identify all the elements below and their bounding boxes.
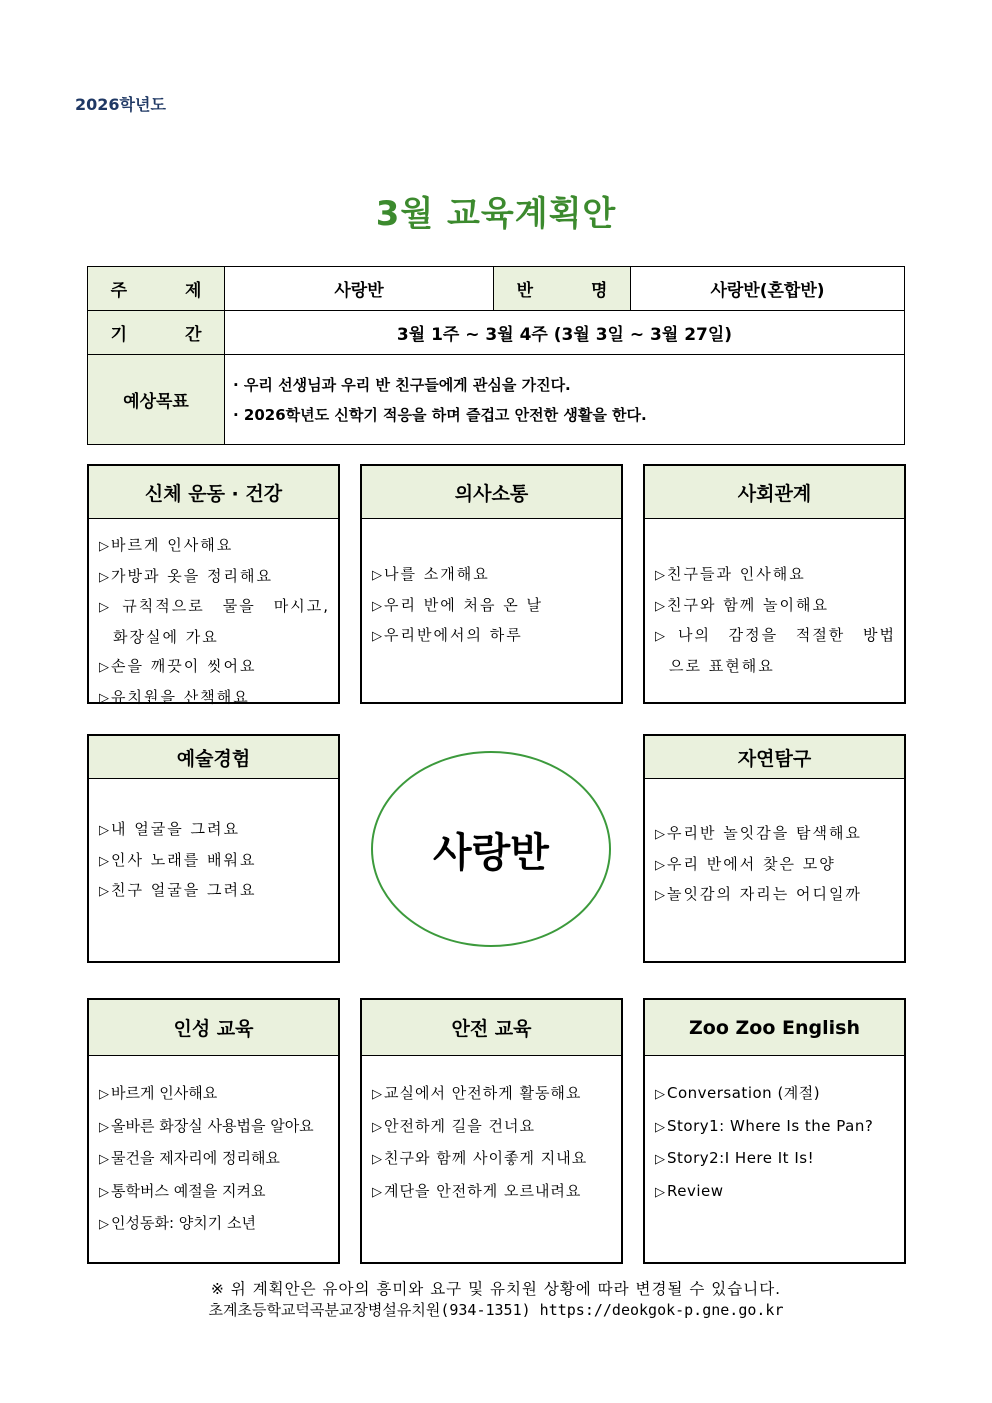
goal-item: · 우리 선생님과 우리 반 친구들에게 관심을 가진다. <box>233 375 571 394</box>
list-item: ▷ 친구와 함께 사이좋게 지내요 <box>372 1149 588 1167</box>
list-item: ▷ 친구들과 인사해요 <box>655 565 806 583</box>
period-value: 3월 1주 ~ 3월 4주 (3월 3일 ~ 3월 27일) <box>225 311 905 355</box>
list-item: ▷ 통학버스 예절을 지켜요 <box>99 1181 266 1200</box>
area-character <box>87 998 340 1264</box>
period-label: 기 간 <box>88 311 225 355</box>
area-title: Zoo Zoo English <box>645 1000 904 1056</box>
list-item: ▷ Review <box>655 1181 724 1200</box>
list-item: ▷ 안전하게 길을 건너요 <box>372 1116 535 1135</box>
goal-label: 예상목표 <box>88 355 225 445</box>
list-item: ▷ Conversation (계절) <box>655 1084 821 1102</box>
area-title: 의사소통 <box>362 466 621 519</box>
list-item: ▷ 우리반에서의 하루 <box>372 626 523 644</box>
list-item: ▷ 계단을 안전하게 오르내려요 <box>372 1181 582 1200</box>
list-item: ▷ 친구와 함께 놀이해요 <box>655 595 829 614</box>
class-value: 사랑반(혼합반) <box>631 267 905 311</box>
area-title: 안전 교육 <box>362 1000 621 1056</box>
list-item: ▷ 인성동화: 양치기 소년 <box>99 1214 257 1232</box>
list-item: ▷ 놀잇감의 자리는 어디일까 <box>655 885 862 903</box>
goal-item: · 2026학년도 신학기 적응을 하며 즐겁고 안전한 생활을 한다. <box>233 405 647 424</box>
list-item: ▷ 교실에서 안전하게 활동해요 <box>372 1084 582 1102</box>
list-item: ▷ 친구 얼굴을 그려요 <box>99 881 257 899</box>
list-item: ▷ 우리 반에 처음 온 날 <box>372 595 543 614</box>
list-item: ▷ 규칙적으로 물을 마시고, <box>99 597 330 615</box>
info-table <box>87 266 905 445</box>
center-theme-circle: 사랑반 <box>371 751 611 947</box>
list-item: ▷ Story1: Where Is the Pan? <box>655 1116 874 1135</box>
list-item: ▷ Story2:I Here It Is! <box>655 1149 815 1167</box>
list-item: ▷ 나의 감정을 적절한 방법 <box>655 626 896 644</box>
area-title: 자연탐구 <box>645 736 904 779</box>
list-item: ▷ 내 얼굴을 그려요 <box>99 820 240 838</box>
area-physical <box>87 464 340 704</box>
list-item: 으로 표현해요 <box>669 656 775 675</box>
footer-school-info: 초계초등학교덕곡분교장병설유치원(934-1351) https://deokgok-p.gne.go.kr <box>208 1301 784 1319</box>
list-item: ▷ 바르게 인사해요 <box>99 536 234 554</box>
list-item: ▷ 우리 반에서 찾은 모양 <box>655 854 836 873</box>
list-item: ▷ 물건을 제자리에 정리해요 <box>99 1149 280 1167</box>
area-title: 인성 교육 <box>89 1000 338 1056</box>
area-english <box>643 998 906 1264</box>
area-safety <box>360 998 623 1264</box>
area-art <box>87 734 340 963</box>
footer-note: ※ 위 계획안은 유아의 흥미와 요구 및 유치원 상황에 따라 변경될 수 있습니다. <box>210 1280 782 1298</box>
list-item: ▷ 우리반 놀잇감을 탐색해요 <box>655 824 862 842</box>
area-nature <box>643 734 906 963</box>
list-item: ▷ 인사 노래를 배워요 <box>99 850 257 869</box>
school-year: 2026학년도 <box>75 95 166 114</box>
theme-label: 주 제 <box>88 267 225 311</box>
class-label: 반 명 <box>494 267 631 311</box>
list-item: ▷ 나를 소개해요 <box>372 565 490 583</box>
area-title: 예술경험 <box>89 736 338 779</box>
goal-list <box>225 355 905 445</box>
area-title: 사회관계 <box>645 466 904 519</box>
list-item: ▷ 가방과 옷을 정리해요 <box>99 566 273 585</box>
list-item: ▷ 올바른 화장실 사용법을 알아요 <box>99 1116 314 1135</box>
page-title: 3월 교육계획안 <box>375 194 617 234</box>
area-title: 신체 운동 · 건강 <box>89 466 338 519</box>
theme-value: 사랑반 <box>225 267 494 311</box>
list-item: ▷ 손을 깨끗이 씻어요 <box>99 657 257 675</box>
area-social <box>643 464 906 704</box>
list-item: ▷ 바르게 인사해요 <box>99 1084 218 1102</box>
area-communication <box>360 464 623 704</box>
list-item: 화장실에 가요 <box>113 627 219 646</box>
list-item: ▷ 유치원을 산책해요 <box>99 687 250 706</box>
